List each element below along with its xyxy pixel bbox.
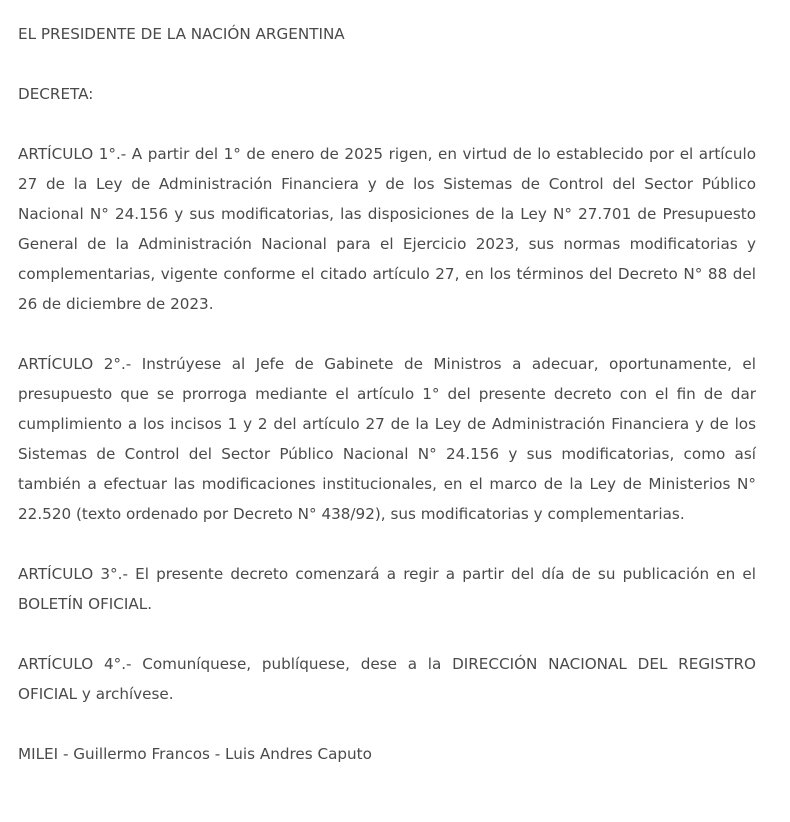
document-heading: EL PRESIDENTE DE LA NACIÓN ARGENTINA <box>18 25 345 43</box>
article-3: ARTÍCULO 3°.- El presente decreto comenzará a regir a partir del día de su publicación en el BOLETÍN OFICIAL. <box>18 565 756 613</box>
decreta-label: DECRETA: <box>18 85 94 103</box>
article-2: ARTÍCULO 2°.- Instrúyese al Jefe de Gabinete de Ministros a adecuar, oportunamente, el presupuesto que se prorroga mediante el artículo 1° del presente decreto con el fin de dar cumplimiento a los incisos 1 y 2 del artículo 27 de la Ley de Administración Financiera y de los Sistemas de Control del Sector Público Nacional N° 24.156 y sus modificatorias, como así también a efectuar las modificaciones institucionales, en el marco de la Ley de Ministerios N° 22.520 (texto ordenado por Decreto N° 438/92), sus modificatorias y complementarias. <box>18 355 756 523</box>
article-4: ARTÍCULO 4°.- Comuníquese, publíquese, dese a la DIRECCIÓN NACIONAL DEL REGISTRO OFICIAL y archívese. <box>18 655 756 703</box>
decree-document <box>18 19 756 769</box>
article-1: ARTÍCULO 1°.- A partir del 1° de enero de 2025 rigen, en virtud de lo establecido por el artículo 27 de la Ley de Administración Financiera y de los Sistemas de Control del Sector Público Nacional N° 24.156 y sus modificatorias, las disposiciones de la Ley N° 27.701 de Presupuesto General de la Administración Nacional para el Ejercicio 2023, sus normas modificatorias y complementarias, vigente conforme el citado artículo 27, en los términos del Decreto N° 88 del 26 de diciembre de 2023. <box>18 145 756 313</box>
signatures: MILEI - Guillermo Francos - Luis Andres Caputo <box>18 745 372 763</box>
